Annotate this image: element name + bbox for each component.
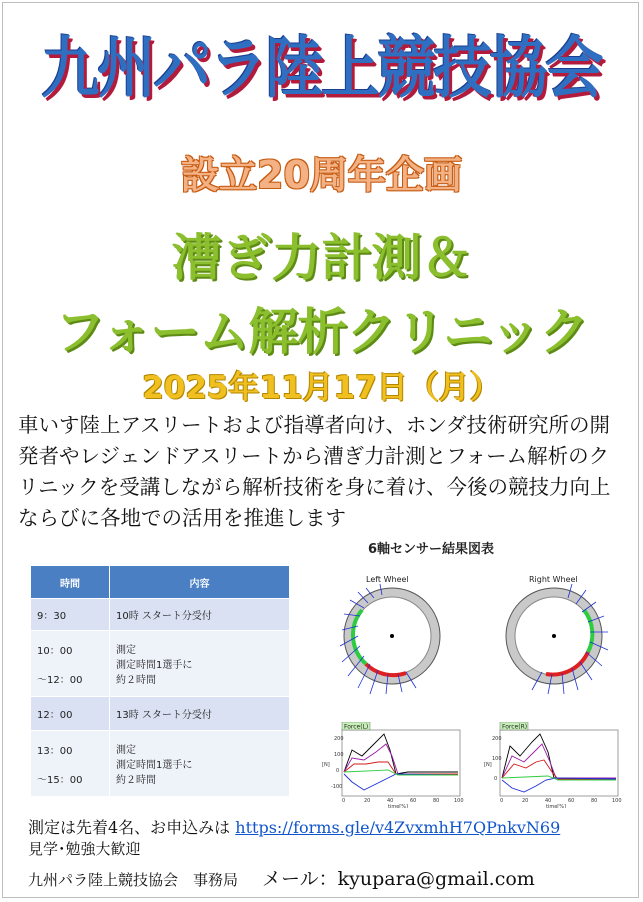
- anniversary-subtitle: 設立20周年企画: [181, 153, 462, 197]
- organization-title: 九州パラ陸上競技協会: [41, 28, 602, 108]
- y-tick: 0: [494, 776, 498, 782]
- x-tick: 100: [612, 798, 622, 804]
- x-tick: 60: [568, 798, 575, 804]
- x-tick: 40: [387, 798, 394, 804]
- application-line: [28, 815, 560, 838]
- x-tick: 40: [545, 798, 552, 804]
- application-text: 測定は先着4名、お申込みは: [28, 818, 236, 837]
- schedule-time: [31, 631, 110, 697]
- left-wheel-plot: [340, 584, 440, 694]
- x-axis-label: time[%]: [546, 804, 566, 808]
- schedule-content-line: 測定: [116, 645, 136, 656]
- force-left-label: Force(L): [344, 723, 369, 731]
- schedule-time-end: ～12：00: [37, 674, 83, 686]
- schedule-header-row: [31, 566, 290, 599]
- wheel-force-figure: [336, 568, 616, 696]
- right-wheel-plot: [506, 584, 608, 694]
- schedule-table: [30, 565, 290, 797]
- y-tick: 200: [492, 736, 502, 742]
- y-axis-label: [N]: [322, 762, 330, 768]
- x-tick: 20: [522, 798, 529, 804]
- event-date: 2025年11月17日（月）: [142, 370, 501, 406]
- y-tick: 100: [334, 752, 344, 758]
- y-tick: 200: [334, 736, 344, 742]
- x-tick: 80: [433, 798, 440, 804]
- sensor-chart-caption: 6軸センサー結果図表: [368, 542, 495, 557]
- schedule-content-line: 約２時間: [116, 775, 156, 786]
- event-title-line1: 漕ぎ力計測＆: [171, 229, 472, 287]
- observers-welcome: 見学･勉強大歓迎: [28, 840, 141, 858]
- application-form-link[interactable]: https://forms.gle/v4ZvxmhH7QPnkvN69: [235, 818, 561, 837]
- x-tick: 20: [364, 798, 371, 804]
- schedule-time-start: 13：00: [37, 745, 73, 757]
- contact-email[interactable]: メール：kyupara@gmail.com: [262, 868, 535, 890]
- y-tick: 0: [336, 768, 340, 774]
- force-right-graph: [484, 722, 622, 808]
- schedule-time-start: 10：00: [37, 645, 73, 657]
- event-description: 車いす陸上アスリートおよび指導者向け、ホンダ技術研究所の開発者やレジェンドアスリートから漕ぎ力計測とフォーム解析のクリニックを受講しながら解析技術を身に着け、今後の競技力向上ならびに各地での活用を推進します: [18, 413, 611, 530]
- organization-office: 九州パラ陸上競技協会 事務局: [28, 871, 239, 889]
- right-wheel-label: Right Wheel: [529, 575, 578, 584]
- schedule-content: 10時 スタート分受付: [110, 599, 290, 631]
- y-tick: -100: [331, 784, 343, 790]
- x-tick: 80: [591, 798, 598, 804]
- x-tick: 0: [500, 798, 504, 804]
- x-tick: 0: [342, 798, 346, 804]
- schedule-content-line: 測定時間1選手に: [116, 760, 193, 771]
- schedule-content: 13時 スタート分受付: [110, 697, 290, 731]
- force-graph-figure: [318, 722, 628, 808]
- force-left-graph: [322, 722, 464, 808]
- schedule-content-line: 測定時間1選手に: [116, 660, 193, 671]
- schedule-time: 9：30: [31, 599, 110, 631]
- schedule-content-line: 測定: [116, 745, 136, 756]
- y-tick: 100: [492, 756, 502, 762]
- y-axis-label: [N]: [484, 762, 492, 768]
- schedule-row: [31, 731, 290, 797]
- schedule-row: [31, 631, 290, 697]
- schedule-content-line: 約２時間: [116, 675, 156, 686]
- schedule-header-time: 時間: [31, 566, 110, 599]
- force-right-label: Force(R): [502, 723, 528, 731]
- contact-line: [28, 864, 535, 891]
- schedule-time: [31, 731, 110, 797]
- x-axis-label: time[%]: [388, 804, 408, 808]
- schedule-content: [110, 731, 290, 797]
- event-title-line2: フォーム解析クリニック: [54, 303, 589, 361]
- left-wheel-label: Left Wheel: [366, 575, 409, 584]
- schedule-time: 12：00: [31, 697, 110, 731]
- schedule-row: [31, 697, 290, 731]
- schedule-time-end: ～15：00: [37, 774, 83, 786]
- schedule-row: [31, 599, 290, 631]
- x-tick: 100: [454, 798, 464, 804]
- x-tick: 60: [410, 798, 417, 804]
- schedule-header-content: 内容: [110, 566, 290, 599]
- schedule-content: [110, 631, 290, 697]
